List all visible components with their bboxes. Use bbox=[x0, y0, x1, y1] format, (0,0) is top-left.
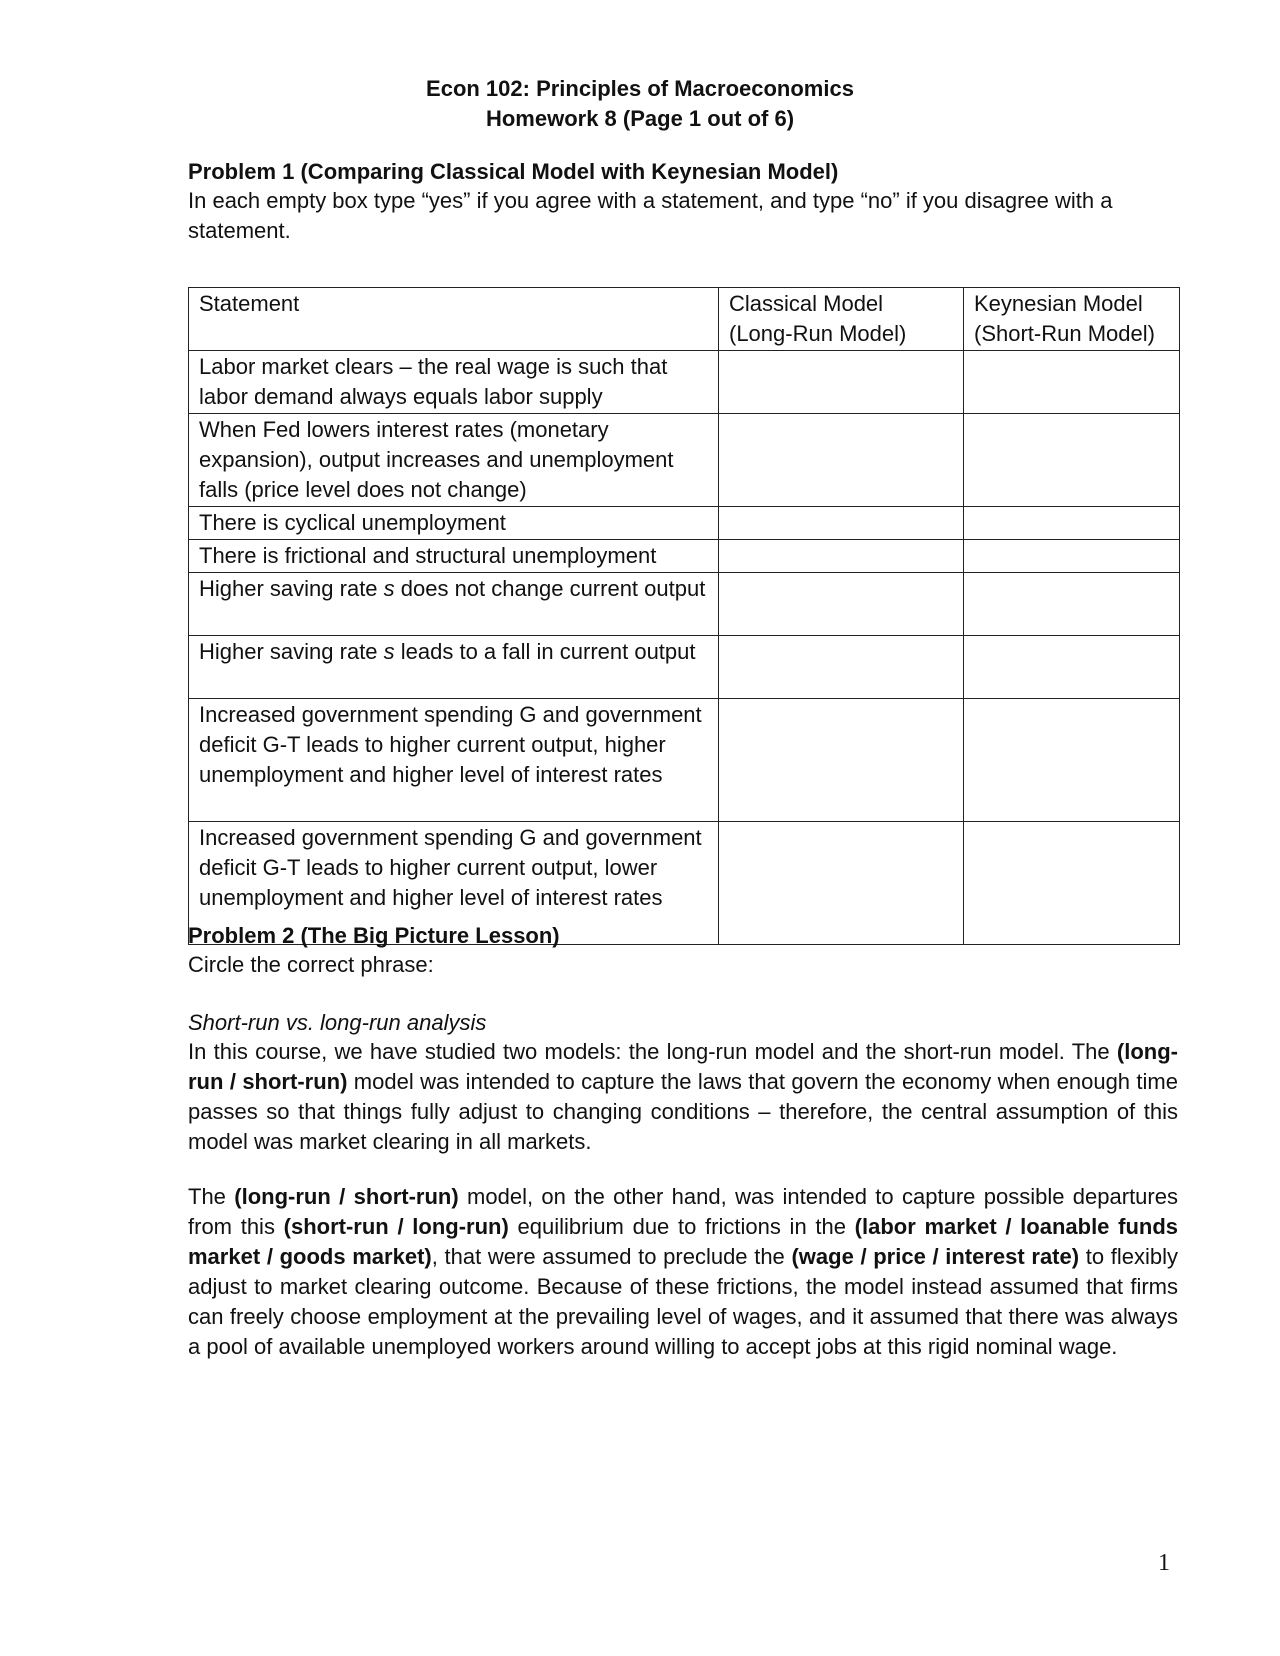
problem-1-instructions: In each empty box type “yes” if you agree with a statement, and type “no” if you disagree with a statement. bbox=[188, 188, 1113, 243]
paragraph-2-text-e: to flexibly adjust to market clearing outcome. Because of these frictions, the model instead assumed that firms can freely choose employment at the prevailing level of wages, and it assumed that there was always a pool of available unemployed workers around willing to accept jobs at this rigid nominal wage. bbox=[188, 1244, 1178, 1359]
classical-answer-cell[interactable] bbox=[719, 699, 964, 822]
table-row bbox=[189, 351, 1180, 414]
statement-text-continued: leads to a fall in current output bbox=[394, 639, 696, 664]
statement-text: Higher saving rate bbox=[199, 639, 384, 664]
statement-text: When Fed lowers interest rates (monetary expansion), output increases and unemployment falls (price level does not change) bbox=[199, 417, 674, 502]
keynesian-answer-cell[interactable] bbox=[964, 822, 1180, 945]
paragraph-1-text-a: In this course, we have studied two models: the long-run model and the short-run model. The bbox=[188, 1039, 1117, 1064]
statement-cell bbox=[189, 573, 719, 636]
choice-long-short-run-2[interactable]: (long-run / short-run) bbox=[234, 1184, 459, 1209]
problem-1-title: Problem 1 (Comparing Classical Model with Keynesian Model) bbox=[188, 159, 839, 184]
statement-variable: s bbox=[383, 576, 395, 601]
classical-answer-cell[interactable] bbox=[719, 414, 964, 507]
statement-text-continued: does not change current output bbox=[394, 576, 706, 601]
keynesian-answer-cell[interactable] bbox=[964, 507, 1180, 540]
homework-title: Homework 8 (Page 1 out of 6) bbox=[485, 106, 795, 131]
keynesian-answer-cell[interactable] bbox=[964, 351, 1180, 414]
statement-cell bbox=[189, 699, 719, 822]
classical-model-header bbox=[719, 288, 964, 351]
choice-wage-price-rate[interactable]: (wage / price / interest rate) bbox=[791, 1244, 1080, 1269]
table-row bbox=[189, 507, 1180, 540]
statement-text: Higher saving rate bbox=[199, 576, 384, 601]
statement-text: Increased government spending G and government deficit G-T leads to higher current output, lower unemployment and higher level of interest rates bbox=[199, 825, 702, 910]
keynesian-answer-cell[interactable] bbox=[964, 636, 1180, 699]
paragraph-2-text-c: equilibrium due to frictions in the bbox=[508, 1214, 855, 1239]
keynesian-model-header bbox=[964, 288, 1180, 351]
classical-header-line2: (Long-Run Model) bbox=[729, 321, 907, 346]
choice-long-short-run-1[interactable]: (long-run / short-run) bbox=[188, 1039, 1178, 1094]
paragraph-2-text-d: , that were assumed to preclude the bbox=[431, 1244, 792, 1269]
table-row bbox=[189, 636, 1180, 699]
keynesian-answer-cell[interactable] bbox=[964, 540, 1180, 573]
statement-text: There is cyclical unemployment bbox=[199, 510, 506, 535]
keynesian-answer-cell[interactable] bbox=[964, 699, 1180, 822]
keynesian-header-line2: (Short-Run Model) bbox=[974, 321, 1155, 346]
paragraph-1 bbox=[188, 1037, 1178, 1157]
classical-header-line1: Classical Model bbox=[729, 291, 884, 316]
statement-header bbox=[189, 288, 719, 351]
table-row bbox=[189, 573, 1180, 636]
table-row bbox=[189, 699, 1180, 822]
problem-2-title: Problem 2 (The Big Picture Lesson) bbox=[188, 923, 560, 948]
statement-header-label: Statement bbox=[199, 291, 300, 316]
table-header-row bbox=[189, 288, 1180, 351]
keynesian-answer-cell[interactable] bbox=[964, 414, 1180, 507]
table-row bbox=[189, 540, 1180, 573]
statement-cell bbox=[189, 414, 719, 507]
choice-short-long-run-equilibrium[interactable]: (short-run / long-run) bbox=[283, 1214, 509, 1239]
page-number: 1 bbox=[1158, 1550, 1170, 1576]
document-header bbox=[0, 74, 1280, 134]
statement-text: There is frictional and structural unemployment bbox=[199, 543, 657, 568]
table-row bbox=[189, 414, 1180, 507]
paragraph-2-text-a: The bbox=[188, 1184, 235, 1209]
statement-cell bbox=[189, 540, 719, 573]
keynesian-header-line1: Keynesian Model bbox=[974, 291, 1143, 316]
classical-answer-cell[interactable] bbox=[719, 351, 964, 414]
problem-2-instructions: Circle the correct phrase: bbox=[188, 952, 434, 977]
paragraph-1-text-b: model was intended to capture the laws that govern the economy when enough time passes so that things fully adjust to changing conditions – therefore, the central assumption of this model was market clearing in all markets. bbox=[188, 1069, 1178, 1154]
classical-answer-cell[interactable] bbox=[719, 636, 964, 699]
statement-text: Increased government spending G and government deficit G-T leads to higher current output, higher unemployment and higher level of interest rates bbox=[199, 702, 702, 787]
choice-market-type[interactable]: (labor market / loanable funds market / goods market) bbox=[188, 1214, 1178, 1269]
statement-variable: s bbox=[383, 639, 395, 664]
statement-text: Labor market clears – the real wage is such that labor demand always equals labor supply bbox=[199, 354, 668, 409]
paragraph-2 bbox=[188, 1182, 1178, 1362]
classical-answer-cell[interactable] bbox=[719, 822, 964, 945]
paragraph-2-text-b: model, on the other hand, was intended to capture possible departures from this bbox=[188, 1184, 1178, 1239]
statement-cell bbox=[189, 507, 719, 540]
classical-answer-cell[interactable] bbox=[719, 573, 964, 636]
statement-cell bbox=[189, 351, 719, 414]
course-title: Econ 102: Principles of Macroeconomics bbox=[426, 76, 854, 101]
classical-answer-cell[interactable] bbox=[719, 507, 964, 540]
keynesian-answer-cell[interactable] bbox=[964, 573, 1180, 636]
answer-table bbox=[188, 287, 1180, 945]
classical-answer-cell[interactable] bbox=[719, 540, 964, 573]
section-heading: Short-run vs. long-run analysis bbox=[188, 1010, 487, 1035]
statement-cell bbox=[189, 636, 719, 699]
